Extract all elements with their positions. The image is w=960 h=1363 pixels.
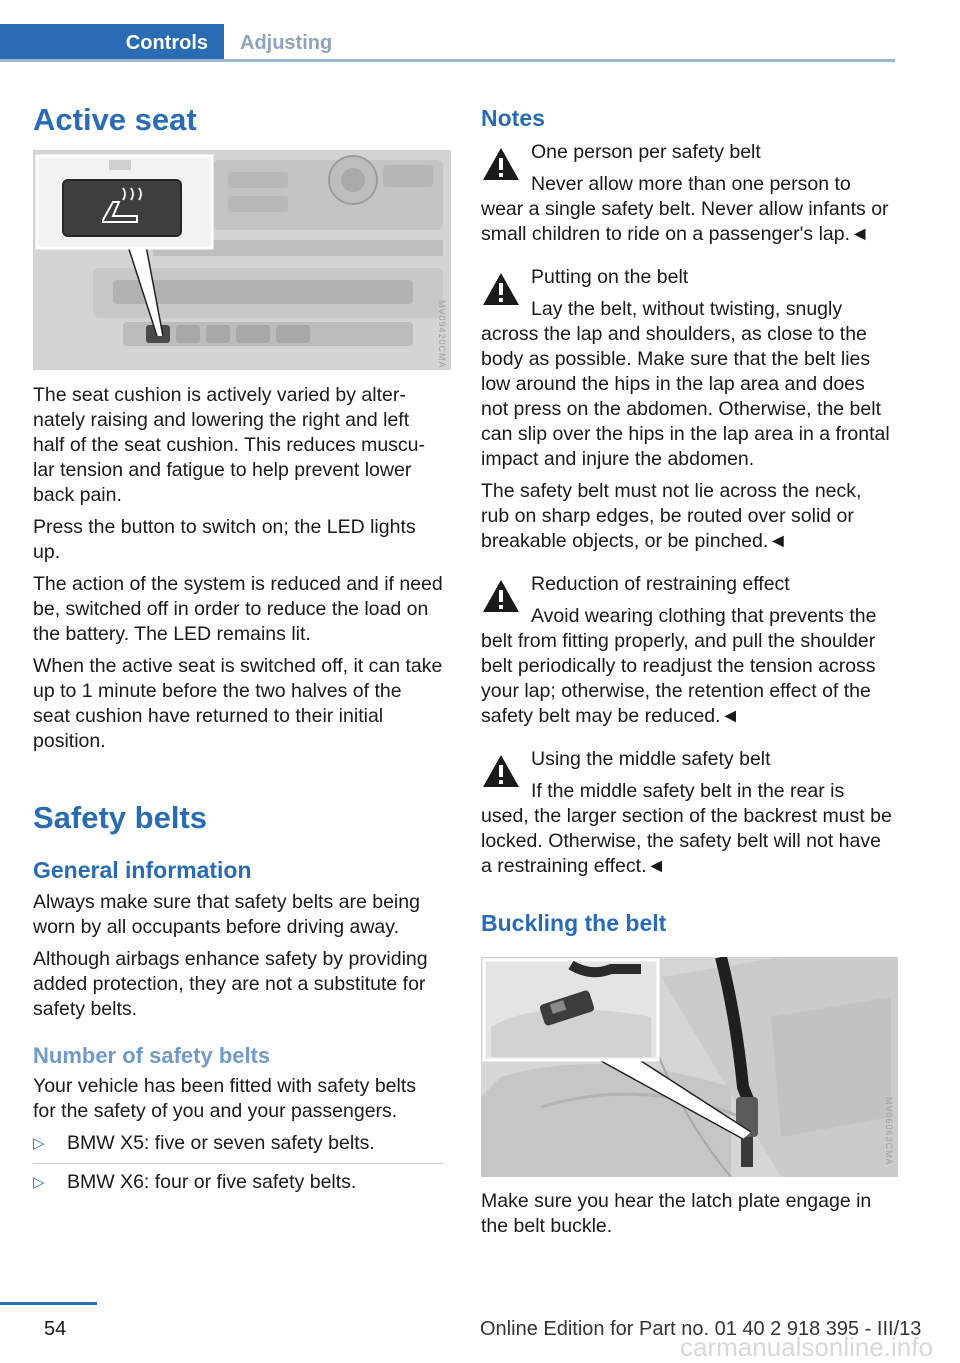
console-illustration: [33, 150, 451, 370]
note-body: Lay the belt, without twisting, snugly across the lap and shoulders, as close to the body as possible. Make sure that the belt lies low around the hips in the lap area and does not press on the abdomen. Otherwise, the belt can slip over the hips in the lap area in a frontal impact and injure the abdomen.: [481, 298, 890, 470]
tab-controls[interactable]: Controls: [0, 24, 224, 62]
note-title: One person per safety belt: [531, 141, 761, 163]
paragraph: Although airbags enhance safety by providing added protection, they are not a substitute for safety belts.: [33, 948, 428, 1020]
active-seat-section: [33, 102, 443, 138]
figure-code: MV06063CMA: [884, 1097, 894, 1166]
bullet-marker-icon: ▷: [33, 1135, 45, 1152]
list-item: ▷ BMW X5: five or seven safety belts.: [33, 1132, 375, 1154]
active-seat-figure: [33, 150, 451, 370]
page-number-rule: [0, 1302, 97, 1305]
notes-section: [481, 104, 895, 937]
paragraph: Your vehicle has been fitted with safety belts for the safety of you and your passengers.: [33, 1075, 417, 1122]
notes-heading: Notes: [481, 105, 545, 131]
page-number: 54: [44, 1318, 67, 1340]
warning-note: [481, 265, 895, 554]
list-item: ▷ BMW X6: four or five safety belts.: [33, 1171, 357, 1193]
warning-note: [481, 140, 895, 247]
note-body-continued: The safety belt must not lie across the neck, rub on sharp edges, be routed over solid or breakable objects, or be pinched.◄: [481, 480, 862, 552]
paragraph: Press the button to switch on; the LED lights up.: [33, 516, 416, 563]
figure-code: MV09420CMA: [437, 300, 447, 369]
safety-belts-section: [33, 800, 443, 1202]
number-of-belts-heading: Number of safety belts: [33, 1043, 271, 1068]
paragraph: The seat cushion is actively varied by alter‐nately raising and lowering the right and left half of the seat cushion. This reduces muscu‐lar tension and fatigue to help prevent lower back pain.: [33, 384, 426, 506]
bullet-marker-icon: ▷: [33, 1174, 45, 1191]
warning-note: [481, 747, 895, 879]
seat-belt-illustration: [481, 957, 898, 1177]
warning-note: [481, 572, 895, 729]
header-divider: [0, 59, 895, 62]
buckling-figure: [481, 957, 898, 1177]
note-title: Reduction of restraining effect: [531, 573, 790, 595]
online-edition-text: Online Edition for Part no. 01 40 2 918 395 - III/13: [480, 1318, 922, 1340]
watermark: carmanualsonline.info: [680, 1332, 933, 1362]
buckling-text: [481, 1189, 895, 1246]
warning-icon: [481, 146, 521, 182]
note-body: Avoid wearing clothing that prevents the belt from fitting properly, and pull the shoulder belt periodically to readjust the tension across your lap; otherwise, the retention effect of the safety belt may be reduced.◄: [481, 605, 877, 727]
list-divider: [33, 1163, 443, 1164]
paragraph: When the active seat is switched off, it can take up to 1 minute before the two halves of the seat cushion have returned to their initial position.: [33, 655, 443, 752]
warning-icon: [481, 271, 521, 307]
paragraph: The action of the system is reduced and if need be, switched off in order to reduce the load on the battery. The LED remains lit.: [33, 573, 443, 645]
note-title: Using the middle safety belt: [531, 748, 771, 770]
warning-icon: [481, 578, 521, 614]
buckling-heading: Buckling the belt: [481, 910, 667, 936]
paragraph: Make sure you hear the latch plate engage in the belt buckle.: [481, 1190, 872, 1237]
general-information-heading: General information: [33, 857, 252, 883]
tab-adjusting[interactable]: Adjusting: [240, 32, 333, 54]
note-title: Putting on the belt: [531, 266, 689, 288]
active-seat-title: Active seat: [33, 102, 197, 137]
active-seat-text: [33, 383, 443, 761]
warning-icon: [481, 753, 521, 789]
safety-belts-title: Safety belts: [33, 800, 208, 835]
note-body: If the middle safety belt in the rear is used, the larger section of the backrest must be locked. Otherwise, the safety belt will not have a restraining effect.◄: [481, 780, 892, 877]
note-body: Never allow more than one person to wear a single safety belt. Never allow infants or small children to ride on a passenger's lap.◄: [481, 173, 889, 245]
page-header: [0, 24, 895, 62]
paragraph: Always make sure that safety belts are being worn by all occupants before driving away.: [33, 891, 420, 938]
